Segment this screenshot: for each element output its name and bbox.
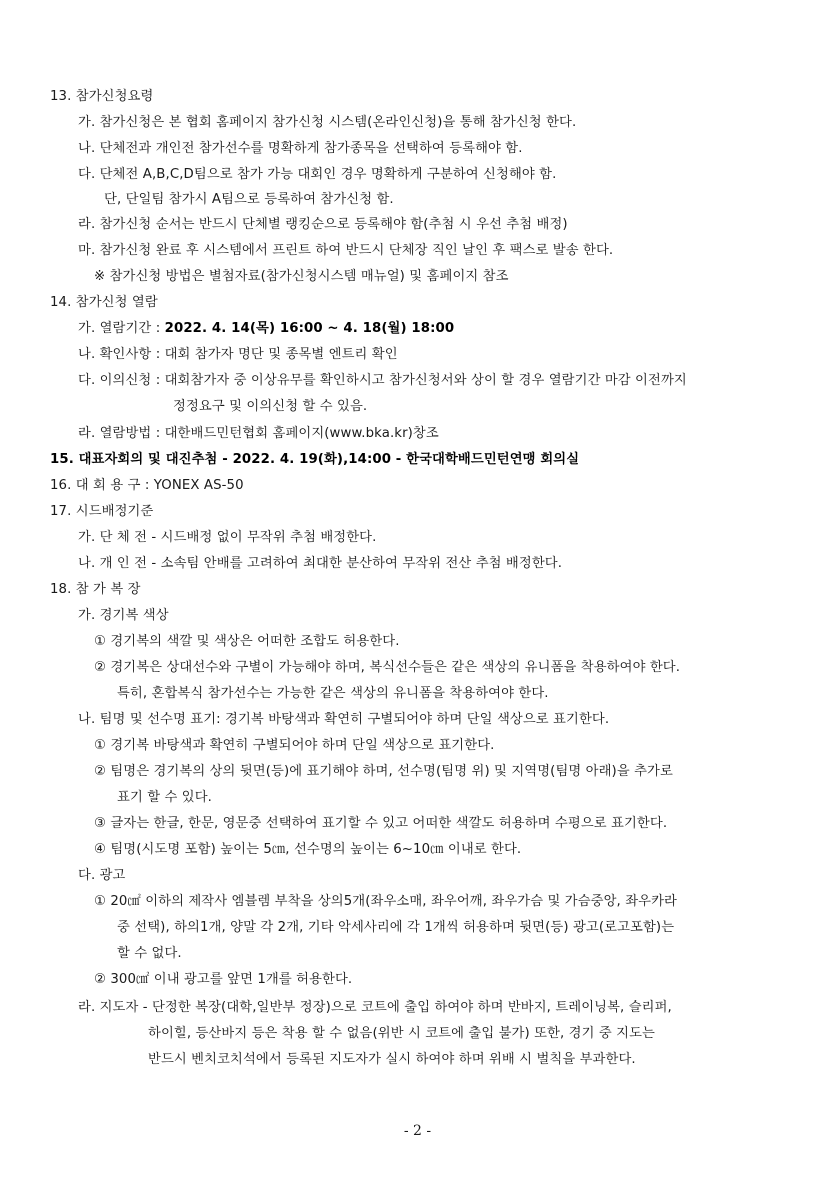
section-14-heading: 14. 참가신청 열람 — [50, 295, 158, 310]
section-18-item-na: 나. 팀명 및 선수명 표기: 경기복 바탕색과 확연히 구별되어야 하며 단일 색상으로 표기한다. — [78, 712, 610, 727]
section-18-item-ra: 라. 지도자 - 단정한 복장(대학,일반부 정장)으로 코트에 출입 하여야 하며 반바지, 트레이닝복, 슬리퍼, — [78, 1000, 672, 1015]
section-15-heading: 15. 대표자회의 및 대진추첨 - 2022. 4. 19(화),14:00 - 한국대학배드민턴연맹 회의실 — [50, 452, 580, 467]
section-13-item-da-cont: 단, 단일팀 참가시 A팀으로 등록하여 참가신청 함. — [104, 192, 394, 207]
section-18-ga-2-cont: 특히, 혼합복식 참가선수는 가능한 같은 색상의 유니폼을 착용하여야 한다. — [117, 686, 549, 701]
section-13-note: ※ 참가신청 방법은 별첨자료(참가신청시스템 매뉴얼) 및 홈페이지 참조 — [94, 269, 509, 284]
section-13-item-na: 나. 단체전과 개인전 참가선수를 명확하게 참가종목을 선택하여 등록해야 함. — [78, 141, 523, 156]
section-13-heading: 13. 참가신청요령 — [50, 89, 154, 104]
page-number: - 2 - — [403, 1123, 432, 1139]
section-17-item-ga: 가. 단 체 전 - 시드배정 없이 무작위 추첨 배정한다. — [78, 530, 377, 545]
section-17-item-na: 나. 개 인 전 - 소속팀 안배를 고려하여 최대한 분산하여 무작위 전산 추첨 배정한다. — [78, 556, 563, 571]
section-18-ra-cont: 하이힐, 등산바지 등은 착용 할 수 없음(위반 시 코트에 출입 불가) 또한, 경기 중 지도는 — [148, 1026, 655, 1041]
section-18-da-1: ① 20㎠ 이하의 제작사 엠블렘 부착을 상의5개(좌우소매, 좌우어깨, 좌우가슴 및 가슴중앙, 좌우카라 — [94, 894, 677, 909]
section-18-na-3: ③ 글자는 한글, 한문, 영문중 선택하여 표기할 수 있고 어떠한 색깔도 허용하며 수평으로 표기한다. — [94, 816, 668, 831]
section-14-item-ra: 라. 열람방법 : 대한배드민턴협회 홈페이지(www.bka.kr)창조 — [78, 426, 439, 441]
section-18-item-ga: 가. 경기복 색상 — [78, 608, 169, 623]
viewing-period-label: 가. 열람기간 : — [78, 321, 165, 336]
section-13-item-ma: 마. 참가신청 완료 후 시스템에서 프린트 하여 반드시 단체장 직인 날인 후 팩스로 발송 한다. — [78, 243, 614, 258]
section-14-item-na: 나. 확인사항 : 대회 참가자 명단 및 종목별 엔트리 확인 — [78, 347, 398, 362]
section-13-item-ra: 라. 참가신청 순서는 반드시 단체별 랭킹순으로 등록해야 함(추첨 시 우선 추첨 배정) — [78, 217, 568, 232]
section-16-heading: 16. 대 회 용 구 : YONEX AS-50 — [50, 478, 244, 493]
section-18-da-1-cont: 중 선택), 하의1개, 양말 각 2개, 기타 악세사리에 각 1개씩 허용하며 뒷면(등) 광고(로고포함)는 — [117, 920, 675, 935]
section-18-heading: 18. 참 가 복 장 — [50, 582, 141, 597]
section-18-item-da: 다. 광고 — [78, 868, 126, 883]
section-14-item-da-cont: 정정요구 및 이의신청 할 수 있음. — [173, 399, 368, 414]
viewing-period-value: 2022. 4. 14(목) 16:00 ~ 4. 18(월) 18:00 — [164, 321, 455, 336]
section-13-item-da: 다. 단체전 A,B,C,D팀으로 참가 가능 대회인 경우 명확하게 구분하여 신청해야 함. — [78, 167, 557, 182]
section-14-item-ga — [78, 320, 454, 338]
section-18-da-2: ② 300㎠ 이내 광고를 앞면 1개를 허용한다. — [94, 972, 353, 987]
section-18-na-1: ① 경기복 바탕색과 확연히 구별되어야 하며 단일 색상으로 표기한다. — [94, 738, 495, 753]
section-18-ra-cont2: 반드시 벤치코치석에서 등록된 지도자가 실시 하여야 하며 위배 시 벌칙을 부과한다. — [148, 1052, 636, 1067]
section-14-item-da: 다. 이의신청 : 대회참가자 중 이상유무를 확인하시고 참가신청서와 상이 할 경우 열람기간 마감 이전까지 — [78, 373, 687, 388]
section-13-item-ga: 가. 참가신청은 본 협회 홈페이지 참가신청 시스템(온라인신청)을 통해 참가신청 한다. — [78, 115, 577, 130]
section-17-heading: 17. 시드배정기준 — [50, 504, 154, 519]
section-18-da-1-cont2: 할 수 없다. — [117, 946, 182, 961]
section-18-na-2-cont: 표기 할 수 있다. — [117, 790, 212, 805]
section-18-na-4: ④ 팀명(시도명 포함) 높이는 5㎝, 선수명의 높이는 6~10㎝ 이내로 한다. — [94, 842, 522, 857]
section-18-ga-1: ① 경기복의 색깔 및 색상은 어떠한 조합도 허용한다. — [94, 634, 400, 649]
section-18-na-2: ② 팀명은 경기복의 상의 뒷면(등)에 표기해야 하며, 선수명(팀명 위) 및 지역명(팀명 아래)을 추가로 — [94, 764, 673, 779]
section-18-ga-2: ② 경기복은 상대선수와 구별이 가능해야 하며, 복식선수들은 같은 색상의 유니폼을 착용하여야 한다. — [94, 660, 681, 675]
